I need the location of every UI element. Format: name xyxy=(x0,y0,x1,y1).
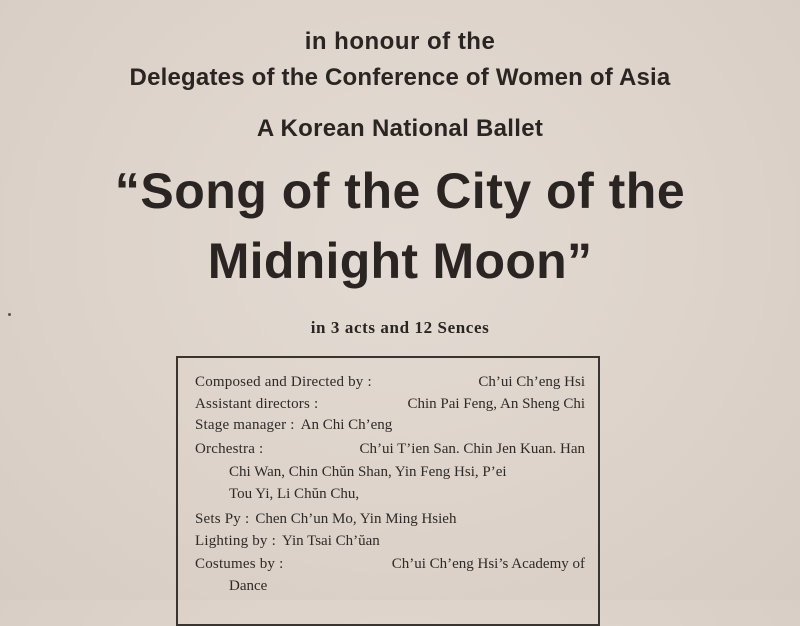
credit-names: Chen Ch’un Mo, Yin Ming Hsieh xyxy=(255,511,457,527)
credit-costumes xyxy=(195,556,585,573)
honour-line: in honour of the xyxy=(304,28,496,55)
credit-composed xyxy=(195,374,585,391)
credit-role: Lighting by : xyxy=(195,533,276,549)
credit-names: An Chi Ch’eng xyxy=(300,417,393,433)
credit-role: Orchestra : xyxy=(195,441,264,457)
credit-orchestra-cont-1: Chi Wan, Chin Chŭn Shan, Yin Feng Hsi, P’ei xyxy=(229,464,507,480)
credit-names: Ch’ui Ch’eng Hsi’s Academy of xyxy=(391,556,585,572)
credit-names: Chin Pai Feng, An Sheng Chi xyxy=(407,396,585,412)
credit-assistant xyxy=(195,396,585,413)
ballet-title-line2: Midnight Moon” xyxy=(207,233,593,289)
credit-role: Stage manager : xyxy=(195,417,295,433)
credit-lighting xyxy=(195,533,585,550)
ballet-title-line1: “Song of the City of the xyxy=(114,163,686,219)
delegates-line: Delegates of the Conference of Women of Asia xyxy=(129,64,671,91)
credit-names: Yin Tsai Ch’ŭan xyxy=(281,533,380,549)
credit-sets xyxy=(195,511,585,528)
credit-role: Costumes by : xyxy=(195,556,284,572)
credit-names: Ch’ui Ch’eng Hsi xyxy=(478,374,585,390)
ballet-subtitle: A Korean National Ballet xyxy=(256,115,544,142)
credit-orchestra-cont-2: Tou Yi, Li Chŭn Chu, xyxy=(229,486,360,502)
credit-role: Sets Py : xyxy=(195,511,250,527)
acts-line: in 3 acts and 12 Sences xyxy=(310,318,490,337)
credit-names: Ch’ui T’ien San. Chin Jen Kuan. Han xyxy=(359,441,585,457)
credit-costumes-cont: Dance xyxy=(229,578,268,594)
credit-role: Composed and Directed by : xyxy=(195,374,372,390)
credit-role: Assistant directors : xyxy=(195,396,319,412)
credit-orchestra xyxy=(195,441,585,458)
paper-speck xyxy=(8,313,11,316)
credit-stage xyxy=(195,417,585,434)
